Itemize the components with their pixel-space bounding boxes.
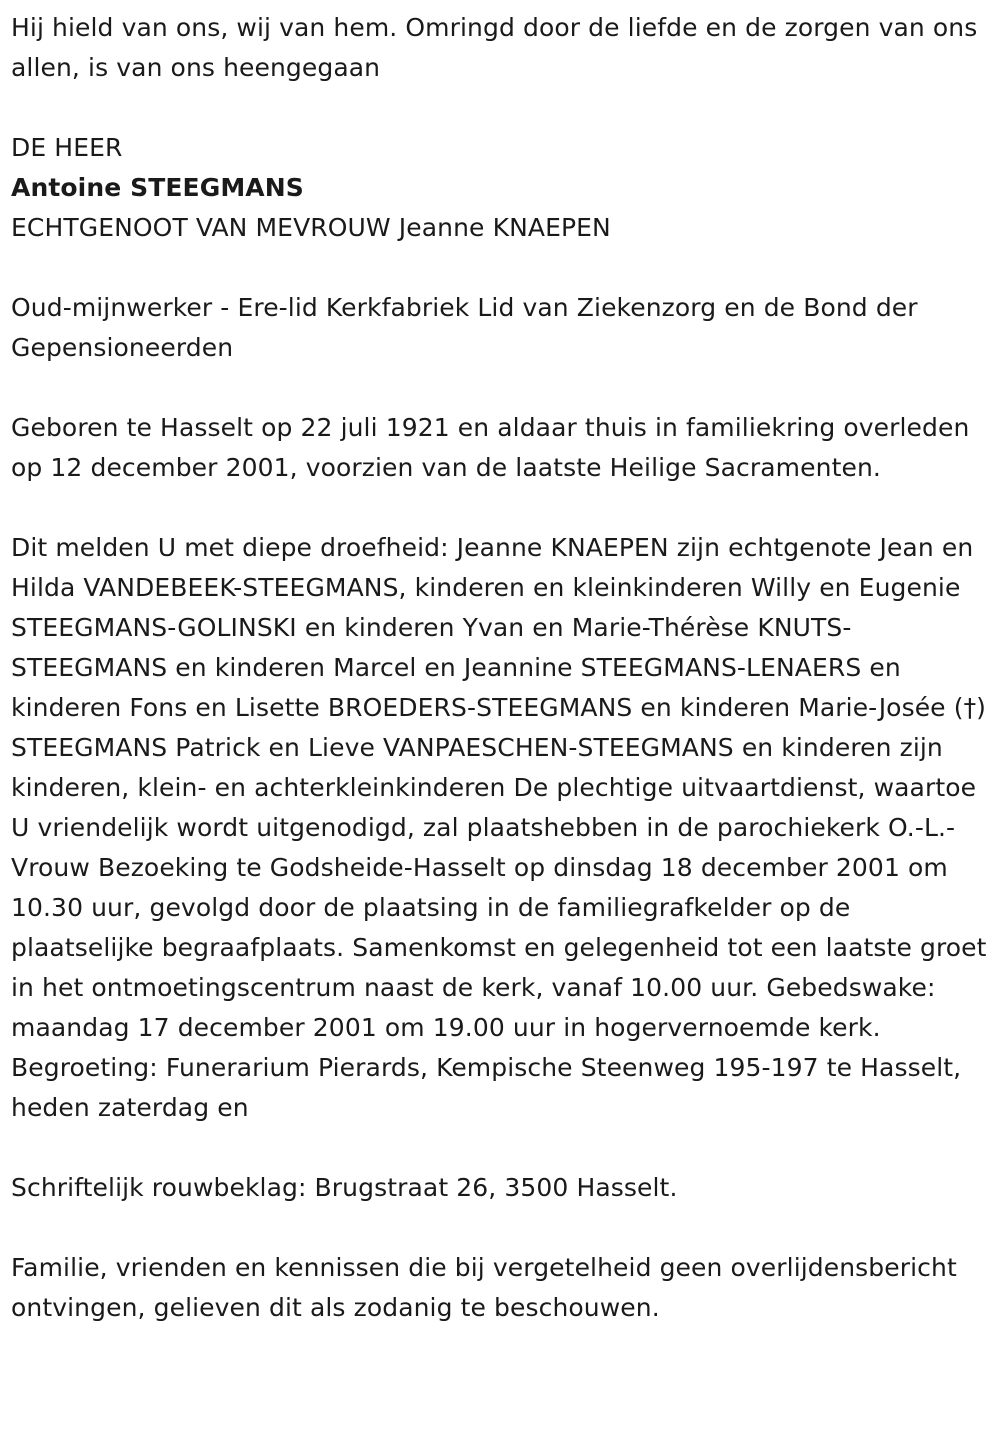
spacer [11, 368, 990, 408]
honorific: DE HEER [11, 133, 123, 162]
family-text-part2: ) STEEGMANS Patrick en Lieve VANPAESCHEN-STEEGMANS en kinderen zijn kinderen, klein- en achterkleinkinderen De plechtige uitvaartdienst, waartoe U vriendelijk wordt uitgenodigd, zal plaatshebben in de parochiekerk O.-L.-Vrouw Bezoeking te Godsheide-Hasselt op dinsdag 18 december 2001 om 10.30 uur, gevolgd door de plaatsing in de familiegrafkelder op de plaatselijke begraafplaats. Samenkomst en gelegenheid tot een laatste groet in het ontmoetingscentrum naast de kerk, vanaf 10.00 uur. Gebedswake: maandag 17 december 2001 om 19.00 uur in hogervernoemde kerk. Begroeting: Funerarium Pierards, Kempische Steenweg 195-197 te Hasselt, heden zaterdag en [11, 693, 987, 1122]
occupation-text: Oud-mijnwerker - Ere-lid Kerkfabriek Lid van Ziekenzorg en de Bond der Gepensioneerden [11, 293, 918, 362]
cross-icon: † [963, 693, 977, 722]
intro-text: Hij hield van ons, wij van hem. Omringd door de liefde en de zorgen van ons allen, is van ons heengegaan [11, 13, 978, 82]
closing-text: Familie, vrienden en kennissen die bij vergetelheid geen overlijdensbericht ontvingen, gelieven dit als zodanig te beschouwen. [11, 1253, 957, 1322]
spacer [11, 1208, 990, 1248]
spacer [11, 1128, 990, 1168]
condolence-address: Schriftelijk rouwbeklag: Brugstraat 26, 3500 Hasselt. [11, 1173, 678, 1202]
spacer [11, 88, 990, 128]
spouse-line: ECHTGENOOT VAN MEVROUW Jeanne KNAEPEN [11, 213, 611, 242]
spacer [11, 248, 990, 288]
deceased-name: Antoine STEEGMANS [11, 173, 304, 202]
birth-death-text: Geboren te Hasselt op 22 juli 1921 en aldaar thuis in familiekring overleden op 12 december 2001, voorzien van de laatste Heilige Sacramenten. [11, 413, 970, 482]
spacer [11, 488, 990, 528]
family-text-part1: Dit melden U met diepe droefheid: Jeanne KNAEPEN zijn echtgenote Jean en Hilda VANDEBEEK-STEEGMANS, kinderen en kleinkinderen Willy en Eugenie STEEGMANS-GOLINSKI en kinderen Yvan en Marie-Thérèse KNUTS-STEEGMANS en kinderen Marcel en Jeannine STEEGMANS-LENAERS en kinderen Fons en Lisette BROEDERS-STEEGMANS en kinderen Marie-Josée ( [11, 533, 974, 722]
family-announcement [11, 528, 990, 1128]
